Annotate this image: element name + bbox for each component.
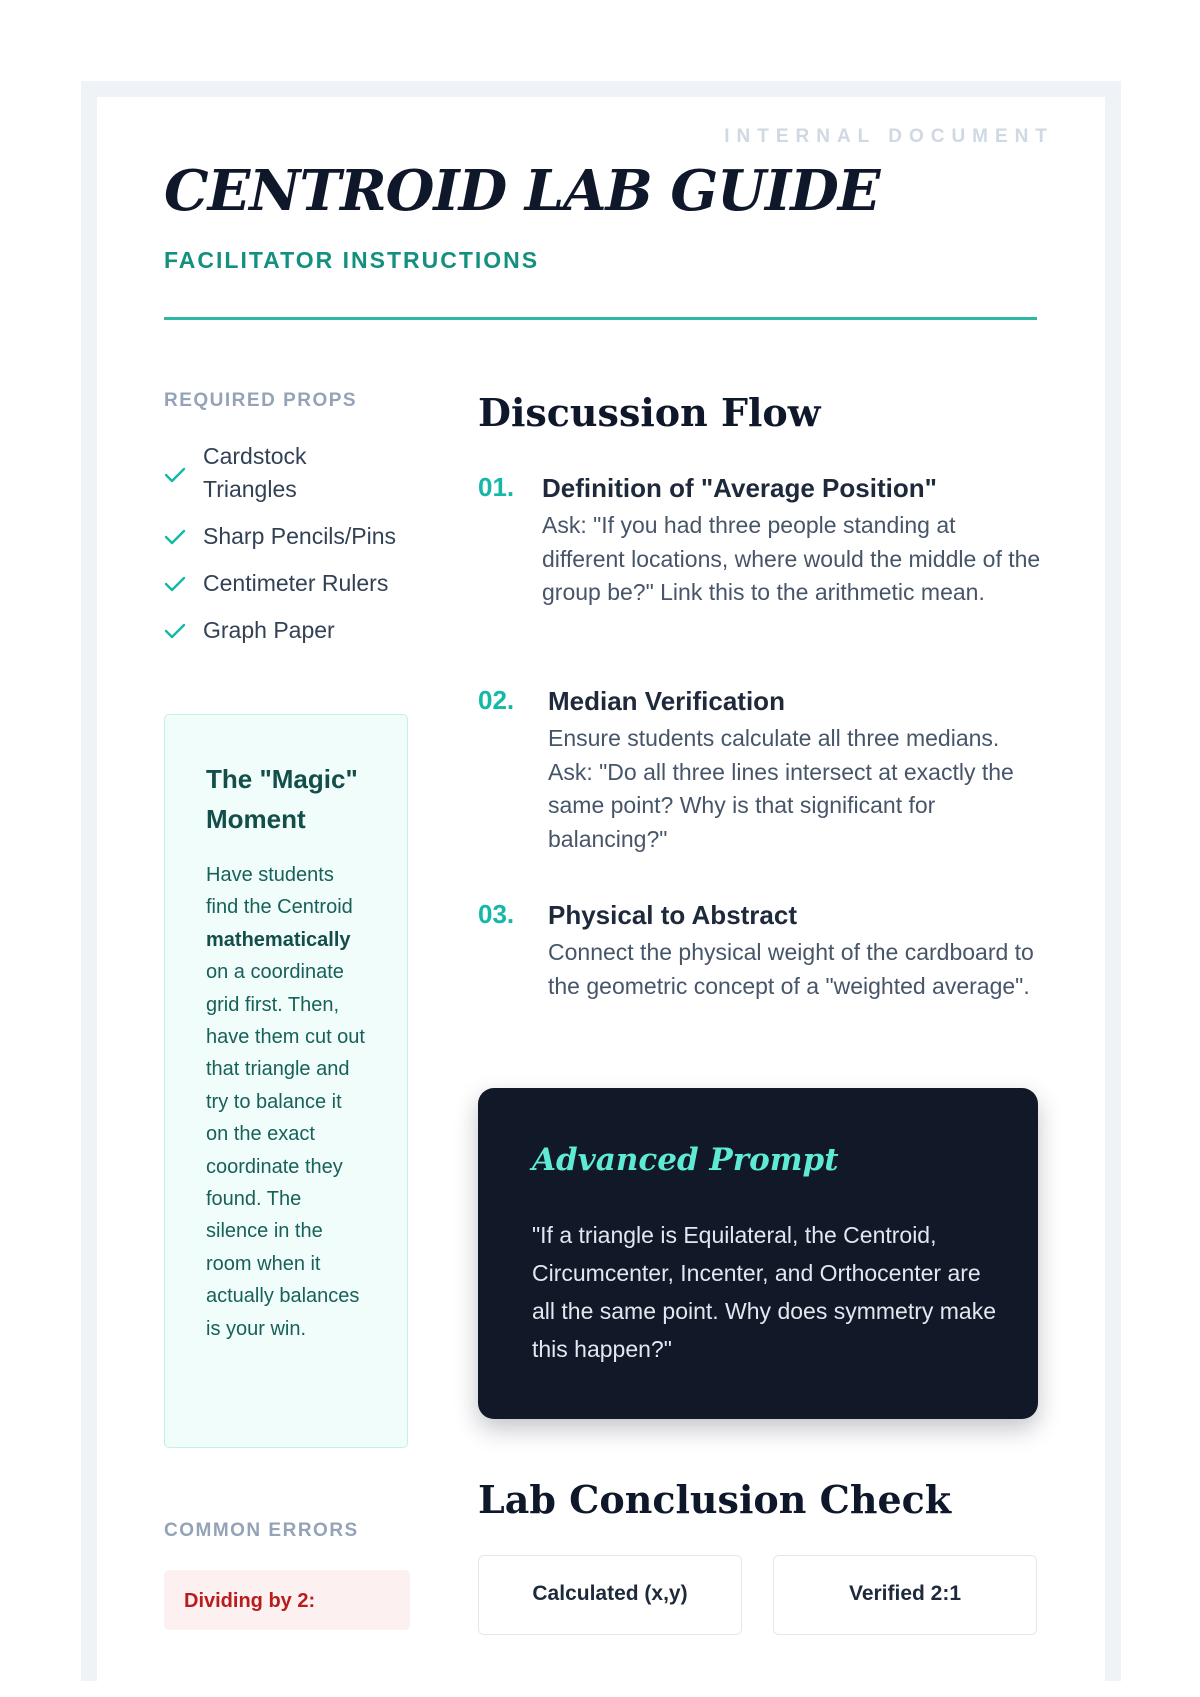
check-icon (164, 467, 186, 483)
magic-text-part: on a coordinate grid first. Then, have them cut out that triangle and try to balance it on the exact coordinate they found. The silence in the room when it actually balances is your win. (206, 961, 365, 1340)
conclusion-check-label: Verified 2:1 (848, 1582, 962, 1605)
check-icon (164, 529, 186, 545)
advanced-prompt-title: Advanced Prompt (532, 1142, 839, 1178)
page-title: CENTROID LAB GUIDE (164, 158, 880, 224)
common-error-text: Dividing by 2: (184, 1590, 316, 1612)
required-props-list (164, 440, 424, 647)
prop-label: Sharp Pencils/Pins (203, 523, 397, 549)
discussion-item-text: Ensure students calculate all three medians. Ask: "Do all three lines intersect at exactly the same point? Why is that significant for balancing?" (548, 725, 1014, 852)
discussion-item-text: Ask: "If you had three people standing at different locations, where would the middle of the group be?" Link this to the arithmetic mean. (542, 512, 1041, 605)
conclusion-check-box (478, 1555, 742, 1635)
page-subtitle: FACILITATOR INSTRUCTIONS (164, 247, 540, 273)
magic-moment-title: The "Magic" Moment (206, 764, 358, 834)
check-icon (164, 623, 186, 639)
magic-text-emphasis: mathematically (206, 928, 351, 951)
discussion-item-title: Median Verification (548, 686, 785, 716)
magic-moment-callout (164, 714, 408, 1448)
header-divider (164, 317, 1037, 320)
prop-label: Cardstock Triangles (203, 443, 307, 502)
check-icon (164, 576, 186, 592)
lab-conclusion-heading: Lab Conclusion Check (478, 1477, 952, 1522)
conclusion-check-label: Calculated (x,y) (532, 1582, 688, 1605)
common-error-card (164, 1570, 410, 1630)
discussion-item-title: Physical to Abstract (548, 900, 798, 930)
conclusion-check-box (773, 1555, 1037, 1635)
discussion-item-number: 03. (478, 899, 515, 929)
prop-label: Graph Paper (203, 617, 335, 643)
discussion-item-text: Connect the physical weight of the cardboard to the geometric concept of a "weighted average". (548, 939, 1034, 999)
magic-text-part: Have students find the Centroid (206, 864, 353, 919)
discussion-item-title: Definition of "Average Position" (542, 473, 937, 503)
internal-document-watermark: INTERNAL DOCUMENT (724, 126, 1054, 147)
advanced-prompt-text: "If a triangle is Equilateral, the Centroid, Circumcenter, Incenter, and Orthocenter are all the same point. Why does symmetry make this happen?" (532, 1222, 996, 1362)
list-item (164, 440, 383, 506)
discussion-flow-heading: Discussion Flow (478, 390, 821, 435)
discussion-item-number: 02. (478, 685, 515, 715)
advanced-prompt-card (478, 1088, 1038, 1419)
discussion-item-number: 01. (478, 472, 515, 502)
list-item (164, 520, 424, 553)
required-props-label: REQUIRED PROPS (164, 390, 358, 411)
list-item (164, 567, 424, 600)
common-errors-label: COMMON ERRORS (164, 1520, 359, 1541)
magic-moment-text (206, 859, 369, 1345)
prop-label: Centimeter Rulers (203, 570, 389, 596)
list-item (164, 614, 424, 647)
